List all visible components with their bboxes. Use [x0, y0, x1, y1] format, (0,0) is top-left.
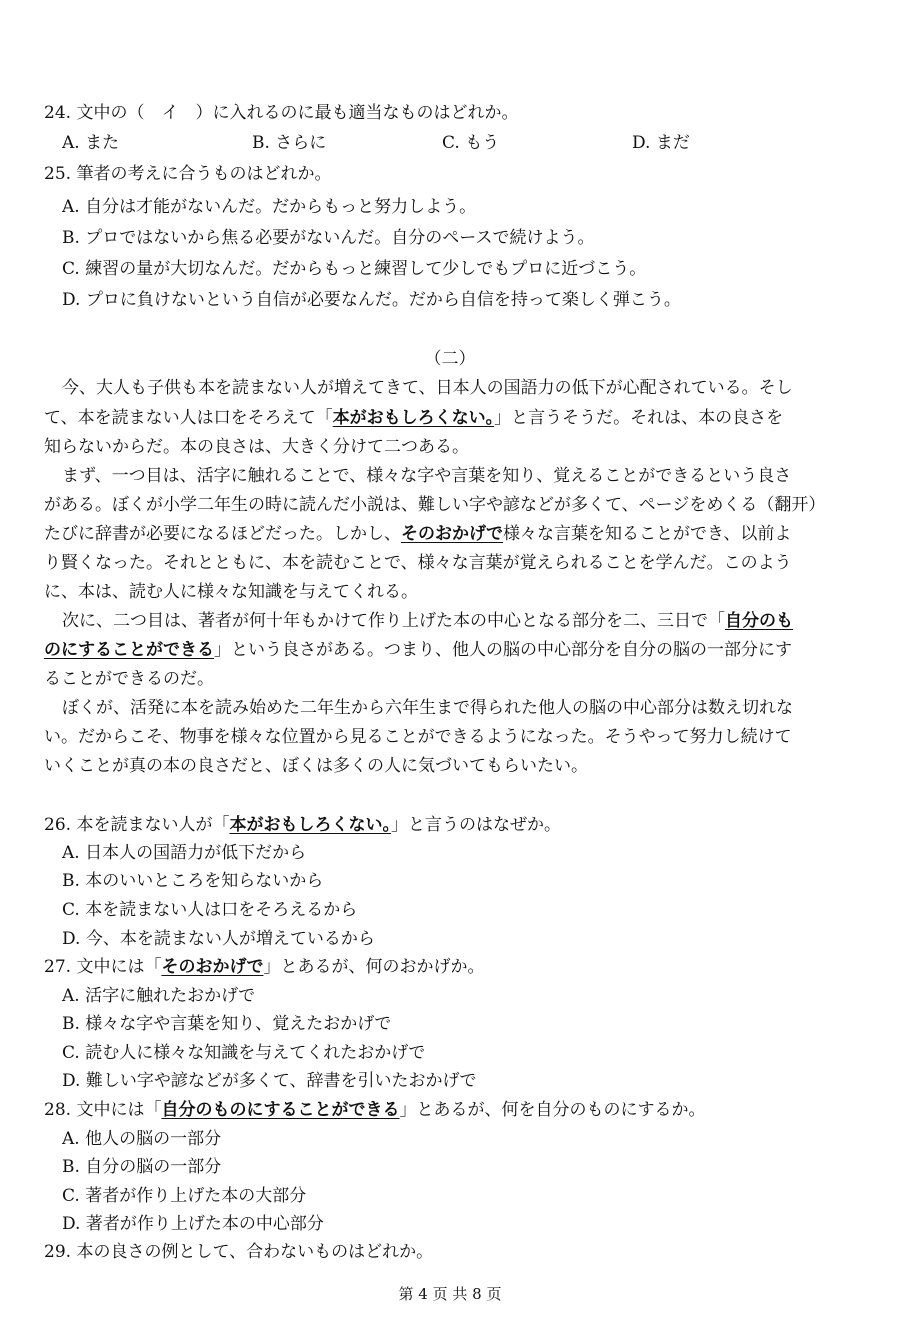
q25-option-c: C. 練習の量が大切なんだ。だからもっと練習して少しでもプロに近づこう。: [62, 259, 647, 279]
passage-line: [44, 406, 783, 430]
stem-text: 26. 本を読まない人が「: [44, 815, 230, 835]
q28-option-d: D. 著者が作り上げた本の中心部分: [62, 1214, 324, 1234]
q28-option-c: C. 著者が作り上げた本の大部分: [62, 1186, 307, 1206]
stem-text: 」と言うのはなぜか。: [390, 815, 561, 835]
passage-text: たびに辞書が必要になるほどだった。しかし、: [44, 524, 401, 544]
passage-line: いくことが真の本の良さだと、ぼくは多くの人に気づいてもらいたい。: [44, 756, 588, 776]
passage-text: て、本を読まない人は口をそろえて「: [44, 408, 333, 428]
question-24-options: [62, 131, 822, 155]
passage-line: ることができるのだ。: [44, 669, 214, 689]
passage-line: ぼくが、活発に本を読み始めた二年生から六年生まで得られた他人の脳の中心部分は数え切れな: [62, 698, 793, 718]
q28-option-a: A. 他人の脳の一部分: [62, 1129, 222, 1149]
passage-text: 次に、二つ目は、著者が何十年もかけて作り上げた本の中心となる部分を二、三日で「: [62, 611, 725, 631]
passage-line: がある。ぼくが小学二年生の時に読んだ小説は、難しい字や諺などが多くて、ページをめくる（翻开）: [44, 495, 826, 515]
q25-option-d: D. プロに負けないという自信が必要なんだ。だから自信を持って楽しく弾こう。: [62, 290, 681, 310]
question-29-stem: 29. 本の良さの例として、合わないものはどれか。: [44, 1242, 434, 1262]
question-24-stem: 24. 文中の（ イ ）に入れるのに最も適当なものはどれか。: [44, 103, 519, 123]
stem-text: 」とあるが、何を自分のものにするか。: [399, 1100, 706, 1120]
question-25-stem: 25. 筆者の考えに合うものはどれか。: [44, 164, 332, 184]
q24-option-d: D. まだ: [632, 133, 690, 153]
passage-text: 様々な言葉を知ることができ、以前よ: [503, 524, 792, 544]
passage-line: り賢くなった。それとともに、本を読むことで、様々な言葉が覚えられることを学んだ。このよう: [44, 553, 792, 573]
stem-text: 」とあるが、何のおかげか。: [263, 957, 485, 977]
question-26-stem: [44, 813, 561, 837]
underlined-phrase-1: 本がおもしろくない。: [332, 408, 495, 428]
stem-underlined: 自分のものにすることができる: [161, 1100, 400, 1120]
underlined-phrase-3b: のにすることができる: [44, 640, 214, 660]
q26-option-d: D. 今、本を読まない人が増えているから: [62, 929, 375, 949]
underlined-phrase-3a: 自分のも: [725, 611, 793, 631]
passage-line: 知らないからだ。本の良さは、大きく分けて二つある。: [44, 437, 469, 457]
stem-text: 27. 文中には「: [44, 957, 162, 977]
passage-line: まず、一つ目は、活字に触れることで、様々な字や言葉を知り、覚えることができるという良さ: [62, 466, 792, 486]
q24-option-c: C. もう: [442, 133, 500, 153]
underlined-phrase-2: そのおかげで: [401, 524, 503, 544]
q27-option-b: B. 様々な字や言葉を知り、覚えたおかげで: [62, 1014, 392, 1034]
q26-option-a: A. 日本人の国語力が低下だから: [62, 843, 307, 863]
q27-option-a: A. 活字に触れたおかげで: [62, 986, 256, 1006]
question-28-stem: [44, 1098, 705, 1122]
passage-text: 」という良さがある。つまり、他人の脳の中心部分を自分の脳の一部分にす: [214, 640, 792, 660]
stem-underlined: 本がおもしろくない。: [229, 815, 391, 835]
question-27-stem: [44, 955, 484, 979]
q25-option-a: A. 自分は才能がないんだ。だからもっと努力しよう。: [62, 197, 477, 217]
passage-line: い。だからこそ、物事を様々な位置から見ることができるようになった。そうやって努力し続けて: [44, 727, 792, 747]
q26-option-c: C. 本を読まない人は口をそろえるから: [62, 900, 358, 920]
q28-option-b: B. 自分の脳の一部分: [62, 1157, 222, 1177]
stem-underlined: そのおかげで: [161, 957, 264, 977]
passage-text: 」と言うそうだ。それは、本の良さを: [494, 408, 784, 428]
q26-option-b: B. 本のいいところを知らないから: [62, 871, 324, 891]
q27-option-d: D. 難しい字や諺などが多くて、辞書を引いたおかげで: [62, 1071, 477, 1091]
q24-option-b: B. さらに: [252, 133, 327, 153]
stem-text: 28. 文中には「: [44, 1100, 162, 1120]
passage-line: [44, 522, 791, 546]
page-footer: 第 4 页 共 8 页: [398, 1285, 502, 1303]
q27-option-c: C. 読む人に様々な知識を与えてくれたおかげで: [62, 1043, 426, 1063]
section-title: （二）: [424, 349, 476, 369]
passage-line: に、本は、読む人に様々な知識を与えてくれる。: [44, 582, 418, 602]
passage-line: 今、大人も子供も本を読まない人が増えてきて、日本人の国語力の低下が心配されている。そし: [62, 378, 793, 398]
q24-option-a: A. また: [62, 133, 120, 153]
passage-line: [44, 638, 792, 662]
passage-line: [62, 609, 793, 633]
q25-option-b: B. プロではないから焦る必要がないんだ。自分のペースで続けよう。: [62, 228, 595, 248]
